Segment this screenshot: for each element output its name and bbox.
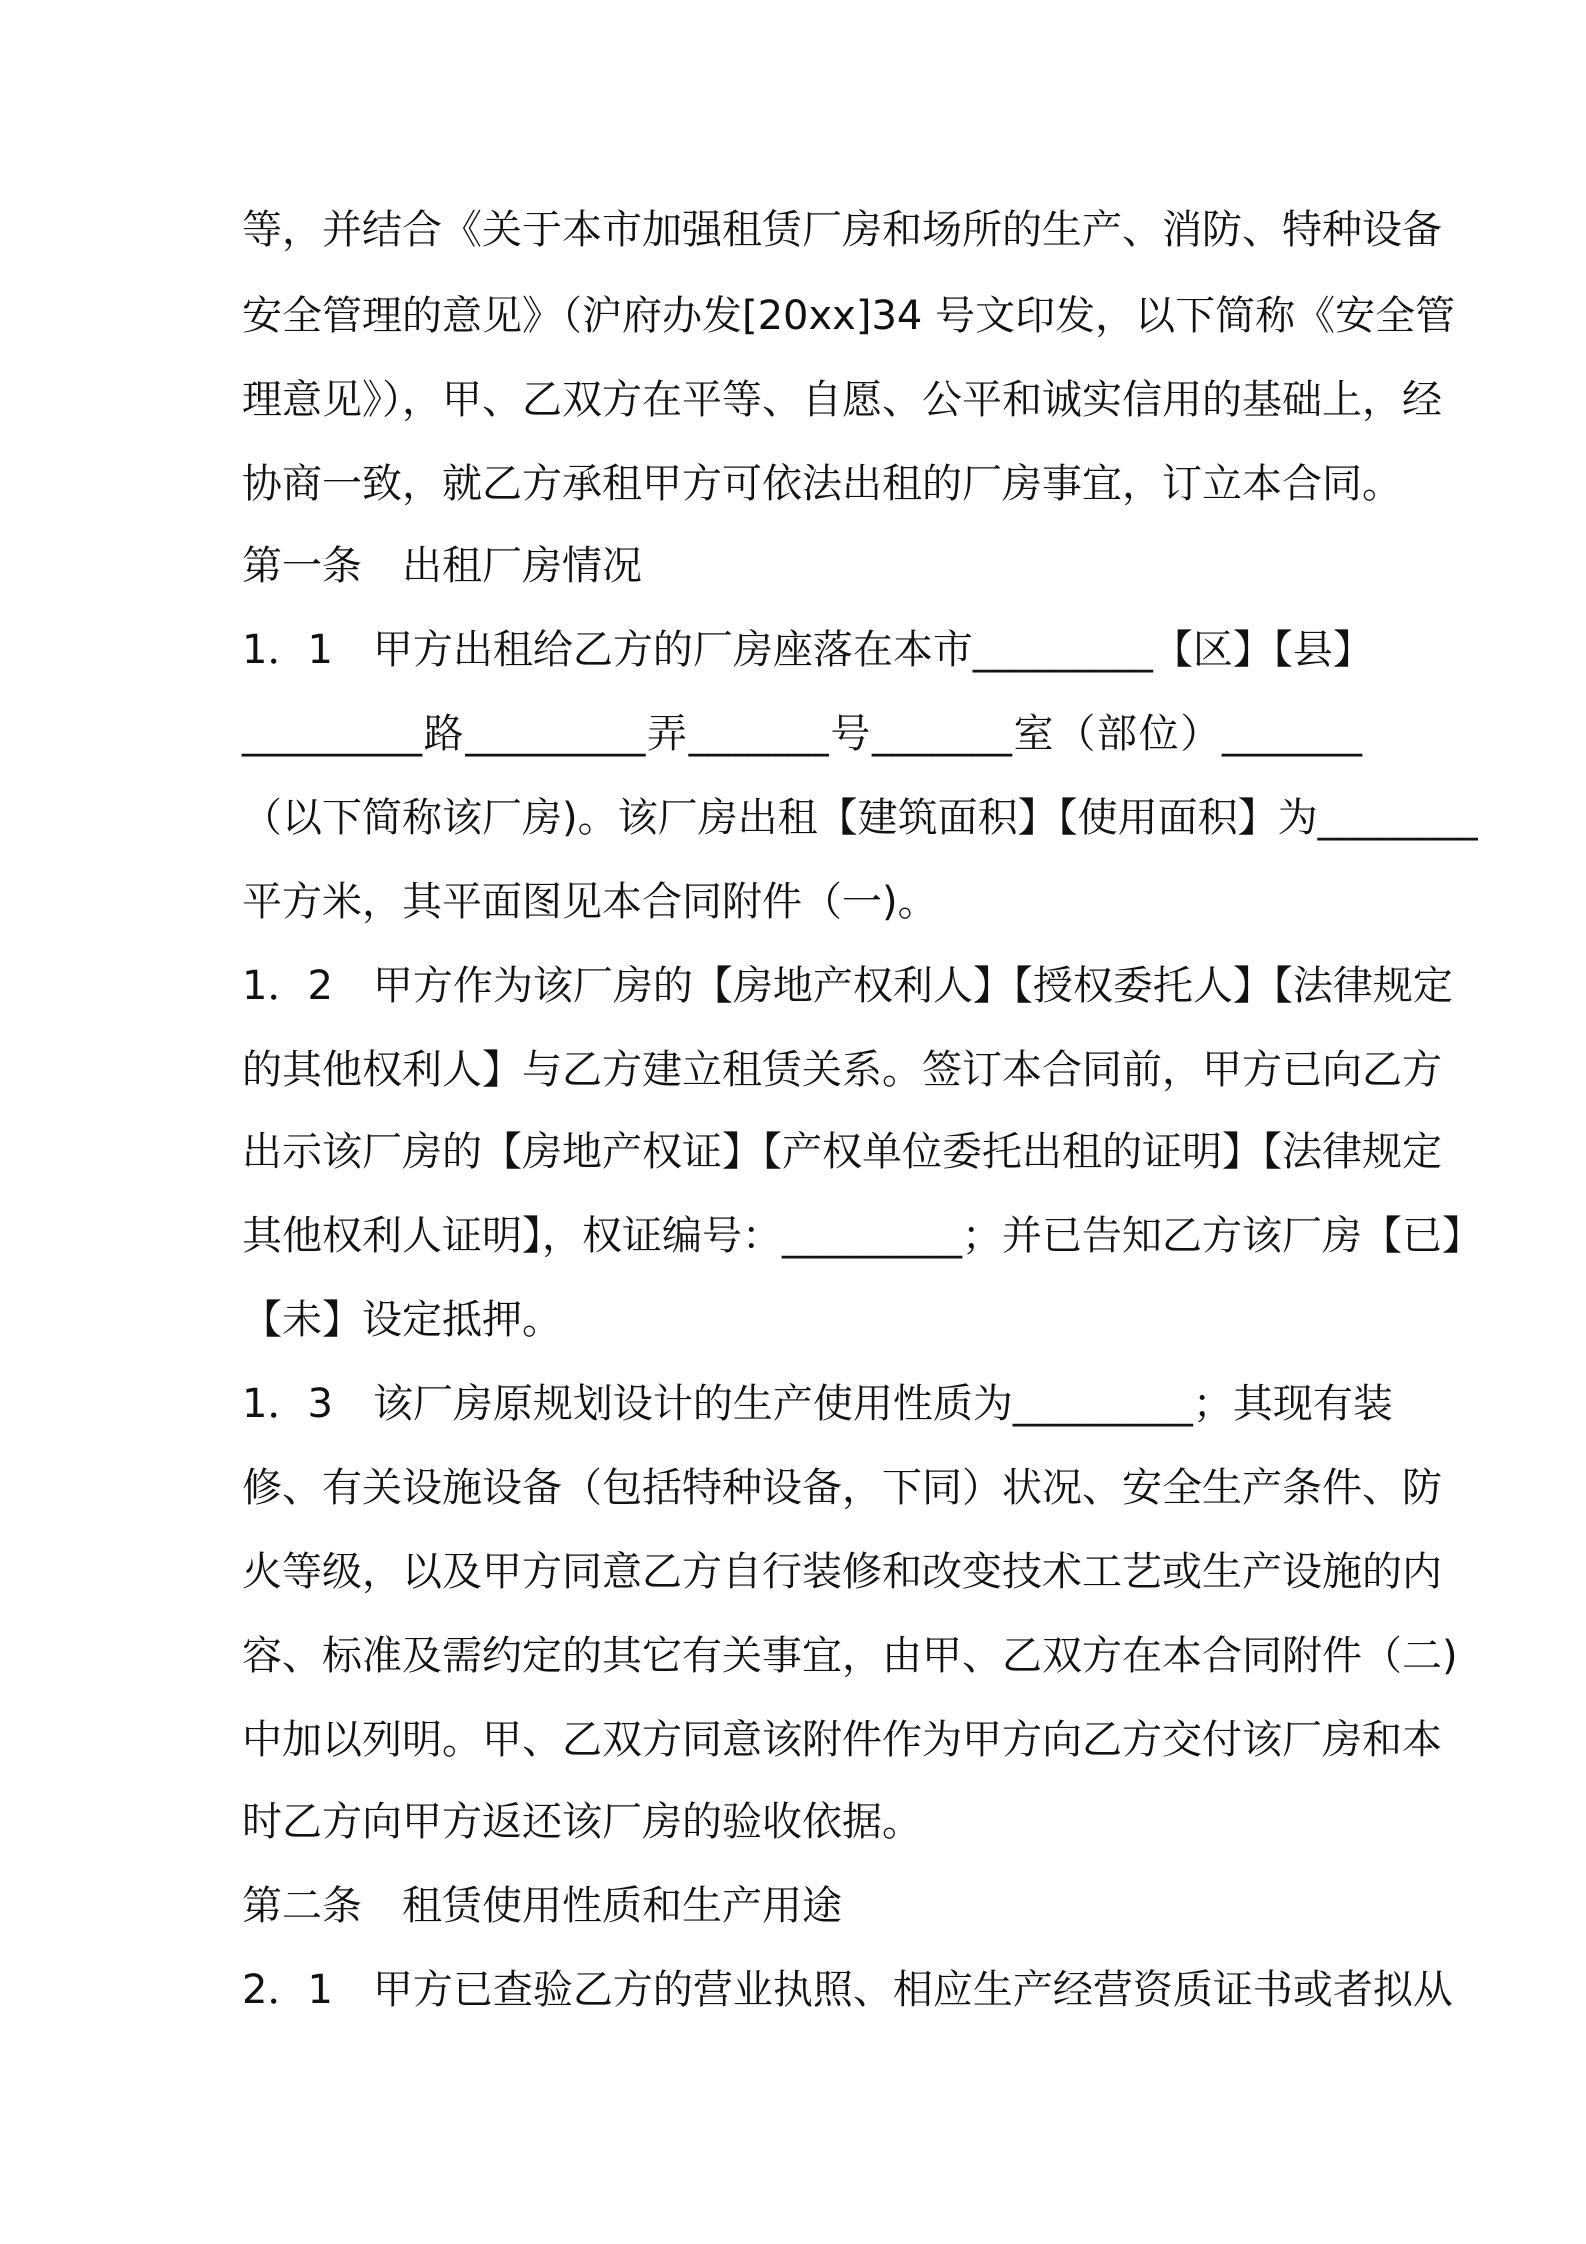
paragraph-line: 1．3 该厂房原规划设计的生产使用性质为_________；其现有装 (242, 1381, 1393, 1427)
paragraph-line: 修、有关设施设备（包括特种设备，下同）状况、安全生产条件、防 (242, 1465, 1442, 1511)
paragraph-line: 2．1 甲方已查验乙方的营业执照、相应生产经营资质证书或者拟从 (242, 1967, 1453, 2013)
paragraph-line: 【未】设定抵押。 (242, 1297, 562, 1343)
paragraph-line: 时乙方向甲方返还该厂房的验收依据。 (242, 1799, 922, 1845)
paragraph-line: 出示该厂房的【房地产权证】【产权单位委托出租的证明】【法律规定 (242, 1129, 1442, 1175)
paragraph-line: 1．2 甲方作为该厂房的【房地产权利人】【授权委托人】【法律规定 (242, 963, 1453, 1009)
paragraph-line: 安全管理的意见》（沪府办发[20xx]34 号文印发，以下简称《安全管 (242, 293, 1456, 339)
section-heading: 第二条 租赁使用性质和生产用途 (242, 1883, 842, 1929)
paragraph-line: 其他权利人证明】，权证编号：_________；并已告知乙方该厂房【已】 (242, 1213, 1482, 1259)
paragraph-line: 等，并结合《关于本市加强租赁厂房和场所的生产、消防、特种设备 (242, 207, 1442, 253)
paragraph-line: 理意见》），甲、乙双方在平等、自愿、公平和诚实信用的基础上，经 (242, 377, 1442, 423)
paragraph-line: 的其他权利人】与乙方建立租赁关系。签订本合同前，甲方已向乙方 (242, 1047, 1442, 1093)
paragraph-line: 1．1 甲方出租给乙方的厂房座落在本市_________【区】【县】 (242, 627, 1373, 673)
paragraph-line: （以下简称该厂房)。该厂房出租【建筑面积】【使用面积】为________ (242, 795, 1478, 841)
section-heading: 第一条 出租厂房情况 (242, 543, 642, 589)
paragraph-line: 协商一致，就乙方承租甲方可依法出租的厂房事宜，订立本合同。 (242, 461, 1402, 507)
paragraph-line: 火等级，以及甲方同意乙方自行装修和改变技术工艺或生产设施的内 (242, 1549, 1442, 1595)
paragraph-line: 中加以列明。甲、乙双方同意该附件作为甲方向乙方交付该厂房和本 (242, 1717, 1442, 1763)
paragraph-line: 容、标准及需约定的其它有关事宜，由甲、乙双方在本合同附件（二) (242, 1633, 1458, 1679)
paragraph-line: 平方米，其平面图见本合同附件（一)。 (242, 879, 938, 925)
paragraph-line: _________路_________弄_______号_______室（部位）_______ (242, 711, 1362, 757)
